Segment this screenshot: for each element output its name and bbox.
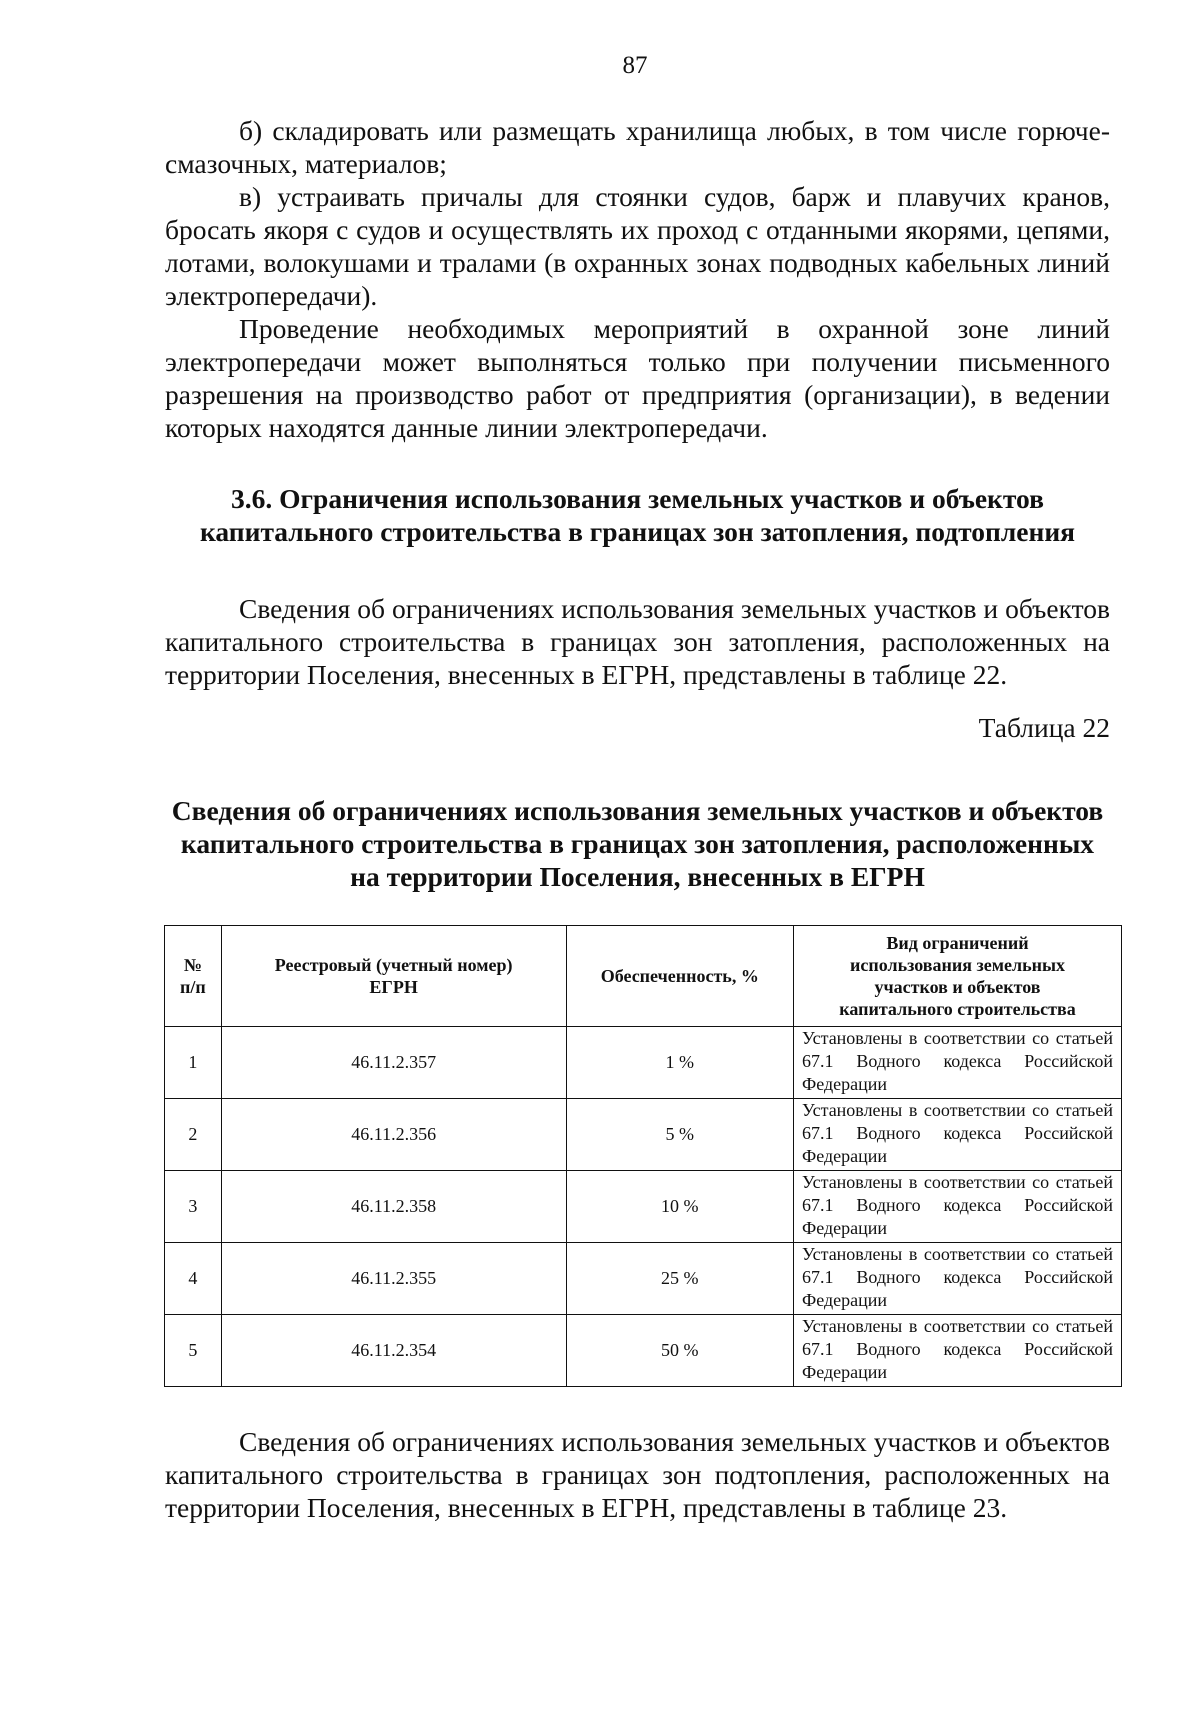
table-row	[165, 1315, 1122, 1387]
cell-restriction-kind: Установлены в соответствии со статьей 67.1 Водного кодекса Российской Федерации	[794, 1243, 1122, 1315]
cell-num: 5	[165, 1315, 222, 1387]
cell-provision: 10 %	[566, 1171, 794, 1243]
cell-num: 4	[165, 1243, 222, 1315]
table-row	[165, 1027, 1122, 1099]
cell-registry-number: 46.11.2.354	[221, 1315, 566, 1387]
paragraph-table-23-intro: Сведения об ограничениях использования земельных участков и объектов капитального строительства в границах зон подтопления, расположенных на территории Поселения, внесенных в ЕГРН, представлены в таблице 23.	[165, 1426, 1110, 1523]
cell-num: 2	[165, 1099, 222, 1171]
header-restriction-kind: Вид ограничений использования земельных участков и объектов капитального строительства	[794, 926, 1122, 1027]
table-header-row	[165, 926, 1122, 1027]
cell-provision: 50 %	[566, 1315, 794, 1387]
cell-restriction-kind: Установлены в соответствии со статьей 67.1 Водного кодекса Российской Федерации	[794, 1099, 1122, 1171]
paragraph-item-b: б) складировать или размещать хранилища любых, в том числе горюче-смазочных, материалов;	[165, 115, 1110, 179]
paragraph-permission: Проведение необходимых мероприятий в охранной зоне линий электропередачи может выполняться только при получении письменного разрешения на производство работ от предприятия (организации), в ведении которых находятся данные линии электропередачи.	[165, 313, 1110, 443]
paragraph-item-v: в) устраивать причалы для стоянки судов, барж и плавучих кранов, бросать якоря с судов и осуществлять их проход с отданными якорями, цепями, лотами, волокушами и тралами (в охранных зонах подводных кабельных линий электропередачи).	[165, 181, 1110, 311]
header-registry-number: Реестровый (учетный номер) ЕГРН	[221, 926, 566, 1027]
cell-restriction-kind: Установлены в соответствии со статьей 67.1 Водного кодекса Российской Федерации	[794, 1027, 1122, 1099]
section-heading: 3.6. Ограничения использования земельных участков и объектов капитального строительства в границах зон затопления, подтопления	[199, 483, 1076, 547]
after-table-block	[165, 1425, 1110, 1524]
section-intro-paragraph: Сведения об ограничениях использования земельных участков и объектов капитального строительства в границах зон затопления, расположенных на территории Поселения, внесенных в ЕГРН, представлены в таблице 22.	[165, 593, 1110, 690]
cell-registry-number: 46.11.2.358	[221, 1171, 566, 1243]
table-reference-label: Таблица 22	[978, 712, 1110, 743]
cell-registry-number: 46.11.2.356	[221, 1099, 566, 1171]
cell-restriction-kind: Установлены в соответствии со статьей 67.1 Водного кодекса Российской Федерации	[794, 1171, 1122, 1243]
table-row	[165, 1171, 1122, 1243]
cell-num: 3	[165, 1171, 222, 1243]
header-num: № п/п	[165, 926, 222, 1027]
cell-restriction-kind: Установлены в соответствии со статьей 67.1 Водного кодекса Российской Федерации	[794, 1315, 1122, 1387]
cell-registry-number: 46.11.2.357	[221, 1027, 566, 1099]
cell-provision: 1 %	[566, 1027, 794, 1099]
cell-num: 1	[165, 1027, 222, 1099]
page-number: 87	[622, 52, 648, 79]
table-title: Сведения об ограничениях использования земельных участков и объектов капитального строительства в границах зон затопления, расположенных на территории Поселения, внесенных в ЕГРН	[171, 795, 1104, 892]
table-row	[165, 1099, 1122, 1171]
cell-registry-number: 46.11.2.355	[221, 1243, 566, 1315]
restrictions-table	[164, 925, 1122, 1387]
cell-provision: 5 %	[566, 1099, 794, 1171]
page-content	[165, 114, 1113, 1524]
header-provision: Обеспеченность, %	[566, 926, 794, 1027]
cell-provision: 25 %	[566, 1243, 794, 1315]
table-row	[165, 1243, 1122, 1315]
